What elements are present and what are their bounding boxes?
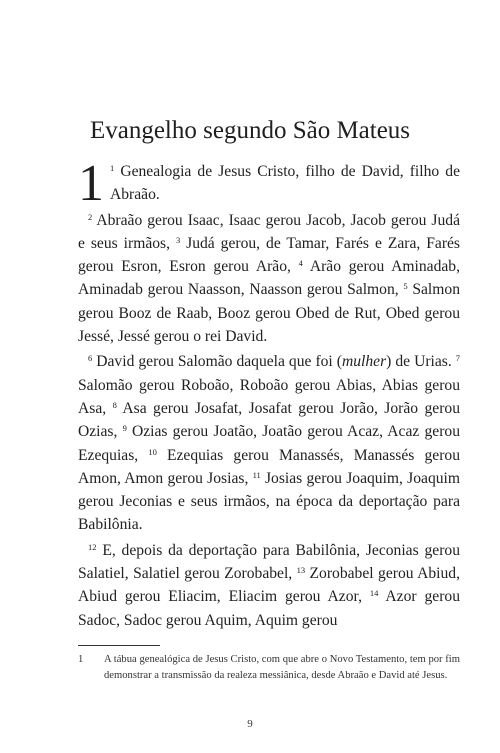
verse-number: 9 [122,423,127,434]
footnote-text: A tábua genealógica de Jesus Cristo, com que abre o Novo Testamento, tem por fim demonstrar a transmissão da realeza messiânica, desde Abraão e David até Jesus. [104,654,460,681]
verse-text: Genealogia de Jesus Cristo, filho de David, filho de Abraão. [110,163,460,204]
verse-number: 1 [110,163,115,173]
verse-text: Zorobabel gerou Abiud, Abiud gerou Eliacim, Eliacim gerou Azor, [78,565,460,606]
verse-number: 2 [88,211,93,222]
verse-paragraph [78,350,460,536]
verse-number: 11 [252,469,261,480]
verse-paragraph [78,539,460,632]
verse-paragraph [78,209,460,349]
verse-number: 4 [298,258,303,269]
verse-text: Josias gerou Joaquim, Joaquim gerou Jeconias e seus irmãos, na época da deportação para Babilônia. [78,469,461,534]
verse-text: Abraão gerou Isaac, Isaac gerou Jacob, Jacob gerou Judá e seus irmãos, [78,211,460,252]
verse-text: David gerou Salomão daquela que foi ( [92,353,342,371]
verse-number: 12 [88,541,97,552]
page-number: 9 [247,718,253,730]
verse-number: 3 [175,234,181,245]
verse-text: Judá gerou, de Tamar, Farés e Zara, Farés gerou Esron, Esron gerou Arão, [78,234,460,276]
verse-number: 7 [455,353,460,364]
verse-number: 8 [112,399,117,410]
chapter-number: 1 [78,155,104,212]
page-title: Evangelho segundo São Mateus [89,117,411,144]
verse-text: Salomão gerou Roboão, Roboão gerou Abias, Abias gerou Asa, [78,376,460,417]
verse-number: 5 [403,281,408,292]
chapter-body [78,155,461,634]
verse-number: 13 [296,565,306,576]
verse-text: Azor gerou Sadoc, Sadoc gerou Aquim, Aquim gerou [78,588,460,629]
verse-text: Arão gerou Aminadab, Aminadab gerou Naasson, Naasson gerou Salmon, [78,258,460,299]
verse-number: 10 [148,446,157,457]
footnote-divider [78,645,160,646]
verse-paragraph [78,155,460,212]
verse-text: ) de Urias. [386,353,456,371]
verse-text: E, depois da deportação para Babilônia, Jeconias gerou Salatiel, Salatiel gerou Zorobabel, [78,541,460,583]
verse-text: Salmon gerou Booz de Raab, Booz gerou Obed de Rut, Obed gerou Jessé, Jessé gerou o rei David. [78,281,460,346]
verse-text: Ezequias gerou Manassés, Manassés gerou Amon, Amon gerou Josias, [78,446,460,487]
verse-text: Ozias gerou Joatão, Joatão gerou Acaz, Acaz gerou Ezequias, [78,423,460,464]
verse-number: 6 [88,353,93,364]
verse-number: 14 [369,588,379,599]
footnote [78,652,460,683]
italic-text: mulher [341,353,387,371]
footnote-number: 1 [78,654,84,665]
verse-text: Asa gerou Josafat, Josafat gerou Jorão, Jorão gerou Ozias, [78,399,460,441]
